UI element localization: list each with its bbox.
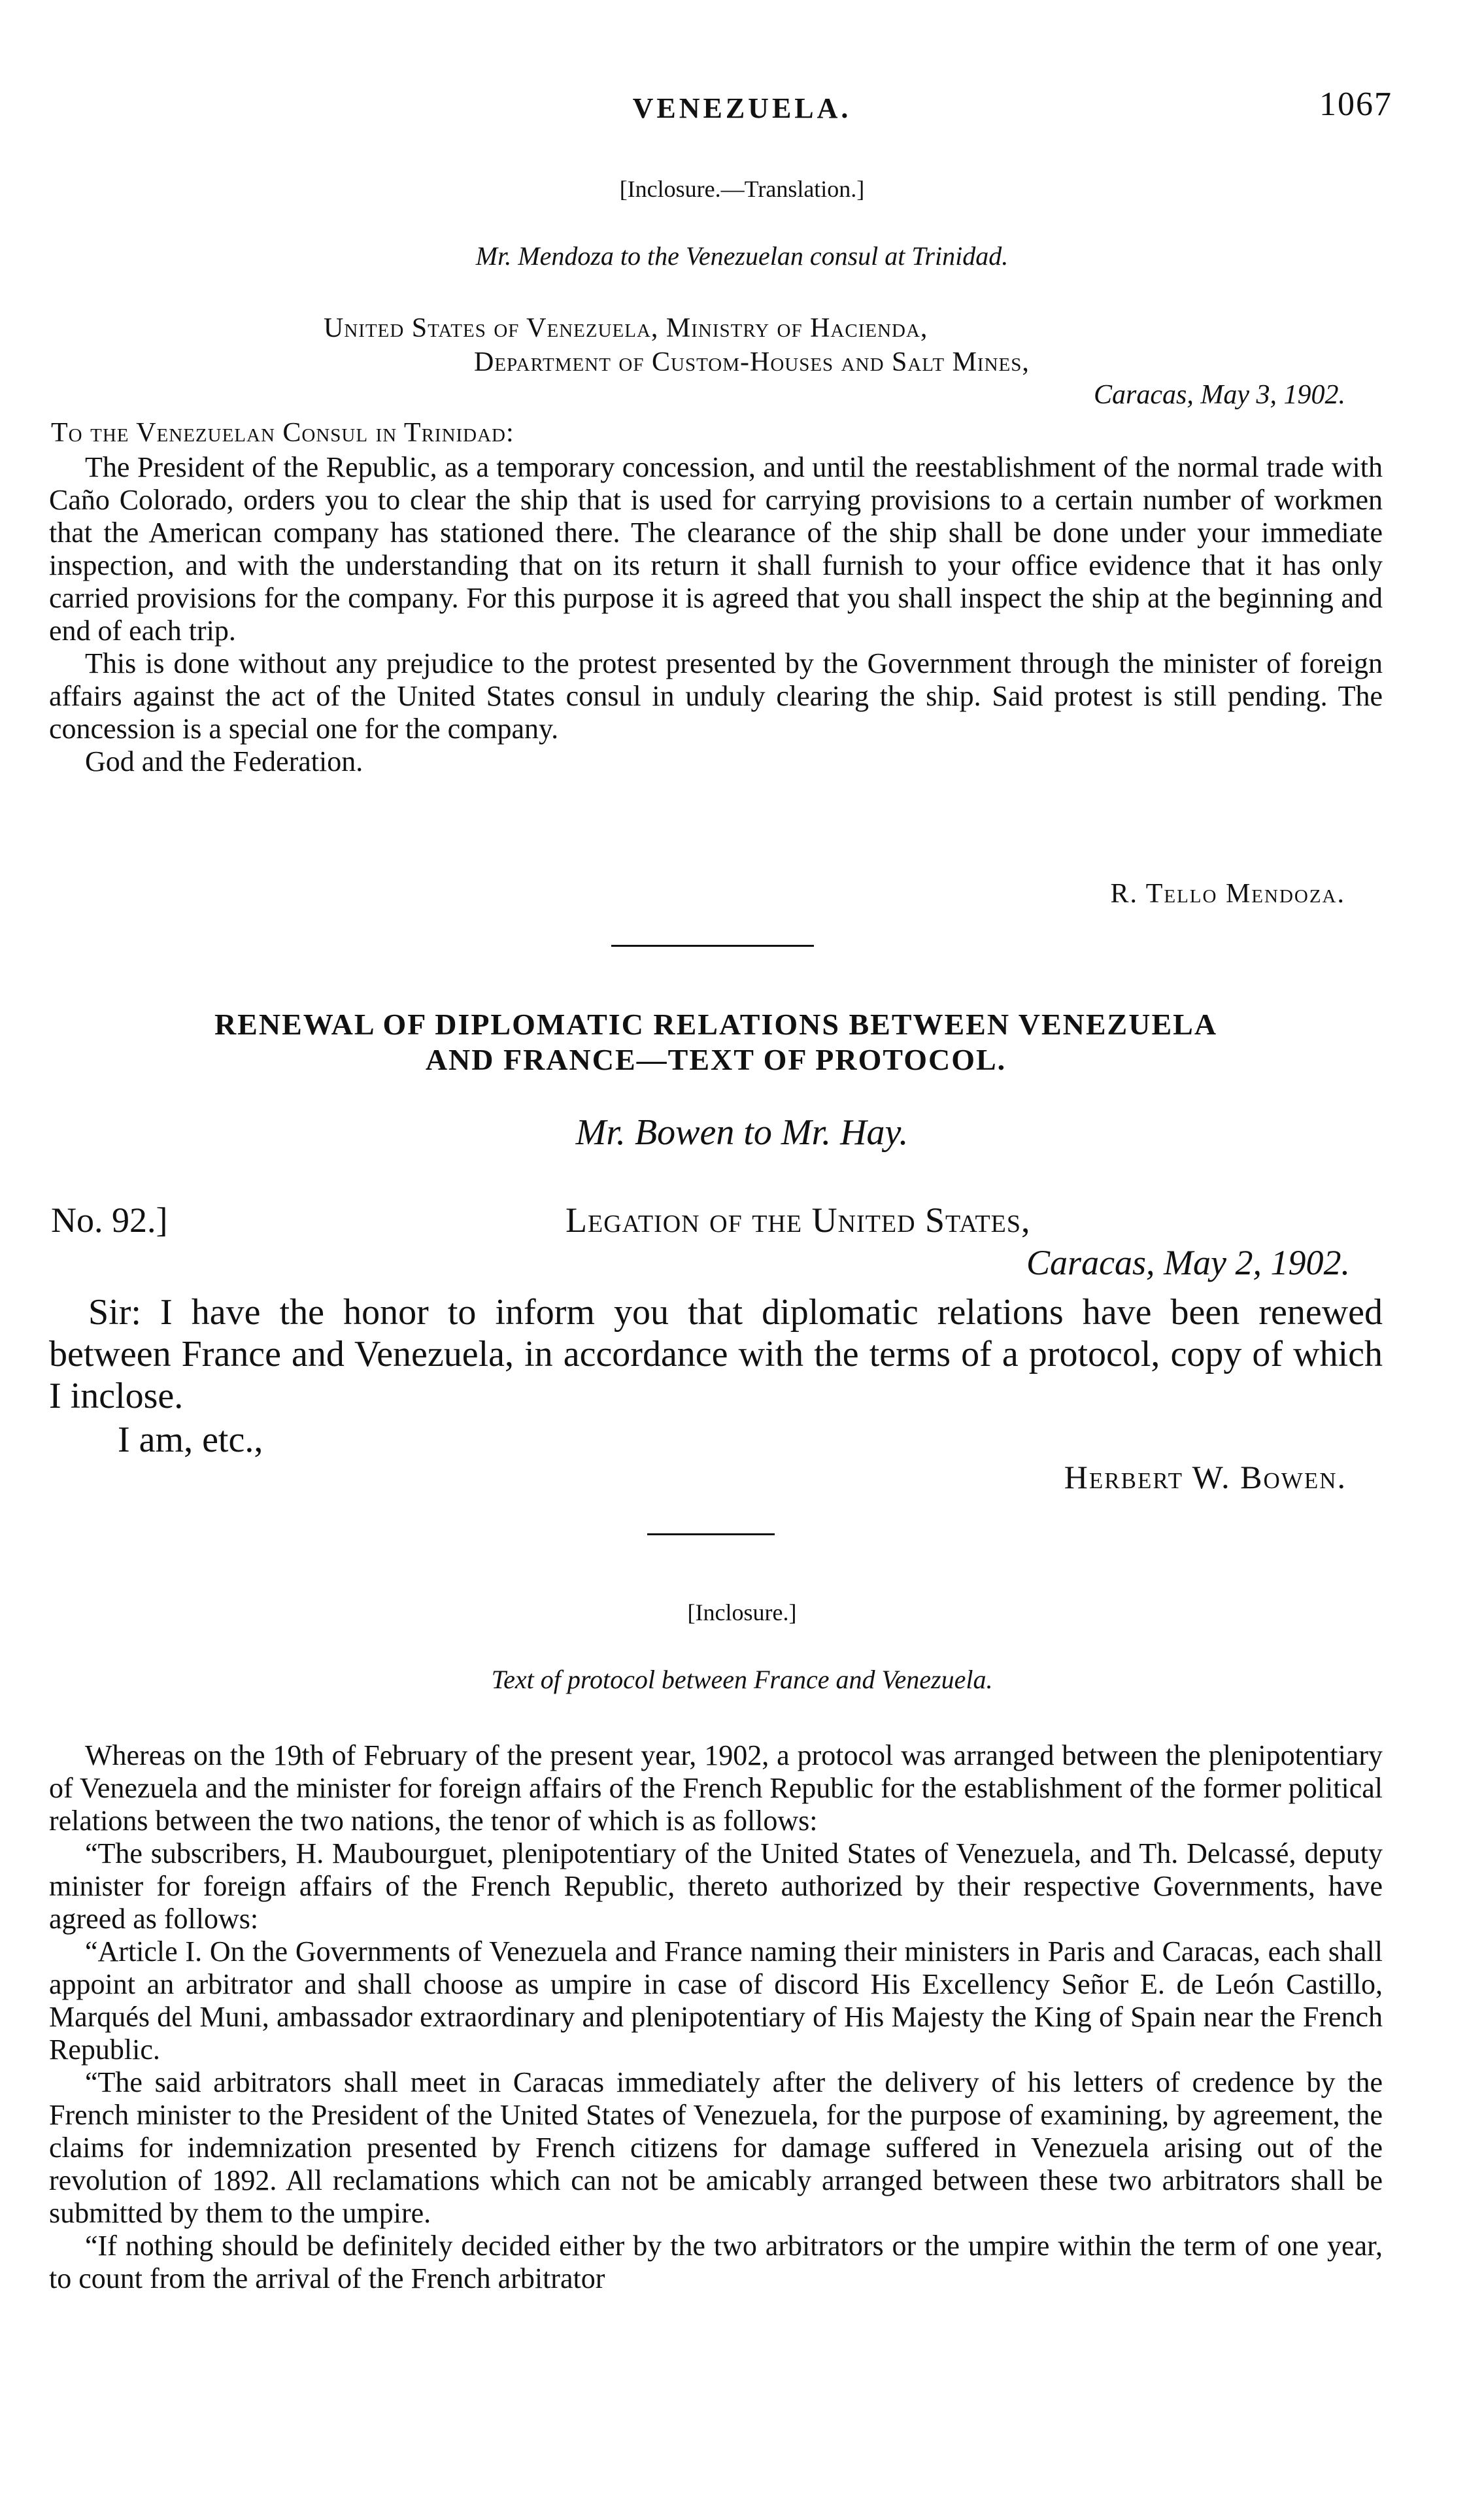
paragraph: Sir: I have the honor to inform you that diplomatic relations have been renewed between France and Venezuela, in accordance with the terms of a protocol, copy of which I inclose.: [49, 1292, 1383, 1416]
divider: [647, 1533, 775, 1535]
letter-date: Caracas, May 2, 1902.: [1026, 1243, 1350, 1282]
protocol-body: [49, 1739, 1383, 2295]
section-heading-line: RENEWAL OF DIPLOMATIC RELATIONS BETWEEN VENEZUELA: [214, 1008, 1218, 1041]
paragraph: “The said arbitrators shall meet in Caracas immediately after the delivery of his letters of credence by the French minister to the President of the United States of Venezuela, for the purpose of examining, by agreement, the claims for indemnization presented by French citizens for damage suffered in Venezuela arising out of the revolution of 1892. All reclamations which can not be amicably arranged between these two arbitrators shall be submitted by them to the umpire.: [49, 2066, 1383, 2229]
paragraph: Whereas on the 19th of February of the present year, 1902, a protocol was arranged between the plenipotentiary of Venezuela and the minister for foreign affairs of the French Republic for the establishment of the former political relations between the two nations, the tenor of which is as follows:: [49, 1739, 1383, 1837]
paragraph: “Article I. On the Governments of Venezuela and France naming their ministers in Paris and Caracas, each shall appoint an arbitrator and shall choose as umpire in case of discord His Excellency Señor E. de León Castillo, Marqués del Muni, ambassador extraordinary and plenipotentiary of His Majesty the King of Spain near the French Republic.: [49, 1935, 1383, 2066]
running-title: VENEZUELA.: [632, 92, 852, 124]
paragraph: “If nothing should be definitely decided either by the two arbitrators or the umpire within the term of one year, to count from the arrival of the French arbitrator: [49, 2230, 1383, 2294]
letter-number: No. 92.]: [51, 1200, 168, 1240]
inclosure-subtitle: Mr. Mendoza to the Venezuelan consul at Trinidad.: [475, 241, 1009, 271]
letter-closing: I am, etc.,: [118, 1420, 263, 1460]
section-heading-line: AND FRANCE—TEXT OF PROTOCOL.: [425, 1043, 1007, 1076]
section-heading: [49, 1007, 1383, 1078]
page-number: 1067: [1319, 86, 1392, 123]
inclosure-label: [Inclosure.]: [687, 1599, 797, 1626]
divider: [611, 945, 814, 947]
paragraph: The President of the Republic, as a temporary concession, and until the reestablishment of the normal trade with Caño Colorado, orders you to clear the ship that is used for carrying provisions to a certain number of workmen that the American company has stationed there. The clearance of the ship shall be done under your immediate inspection, and with the understanding that on its return it shall furnish to your office evidence that it has only carried provisions for the company. For this purpose it is agreed that you shall inspect the ship at the beginning and end of each trip.: [49, 451, 1383, 647]
signature-mendoza: R. Tello Mendoza.: [1110, 879, 1345, 909]
inclosure-body: [49, 451, 1383, 778]
paragraph: God and the Federation.: [85, 745, 363, 777]
dateline-department: Department of Custom-Houses and Salt Mines,: [474, 347, 1030, 377]
paragraph: “The subscribers, H. Maubourguet, plenipotentiary of the United States of Venezuela, and Th. Delcassé, deputy minister for foreign affairs of the French Republic, thereto authorized by their respective Governments, have agreed as follows:: [49, 1837, 1383, 1935]
letter-dateline: Legation of the United States,: [565, 1200, 1031, 1240]
signature-bowen: Herbert W. Bowen.: [1064, 1459, 1347, 1495]
protocol-subtitle: Text of protocol between France and Venezuela.: [491, 1665, 993, 1694]
salutation: To the Venezuelan Consul in Trinidad:: [51, 418, 514, 448]
inclosure-label: [Inclosure.—Translation.]: [619, 176, 865, 202]
dateline-ministry: United States of Venezuela, Ministry of Hacienda,: [324, 313, 928, 343]
paragraph: This is done without any prejudice to the protest presented by the Government through the minister of foreign affairs against the act of the United States consul in unduly clearing the ship. Said protest is still pending. The concession is a special one for the company.: [49, 647, 1383, 745]
letter-body: [49, 1291, 1383, 1417]
dateline-place-date: Caracas, May 3, 1902.: [1094, 380, 1345, 410]
letter-subtitle: Mr. Bowen to Mr. Hay.: [575, 1112, 909, 1153]
